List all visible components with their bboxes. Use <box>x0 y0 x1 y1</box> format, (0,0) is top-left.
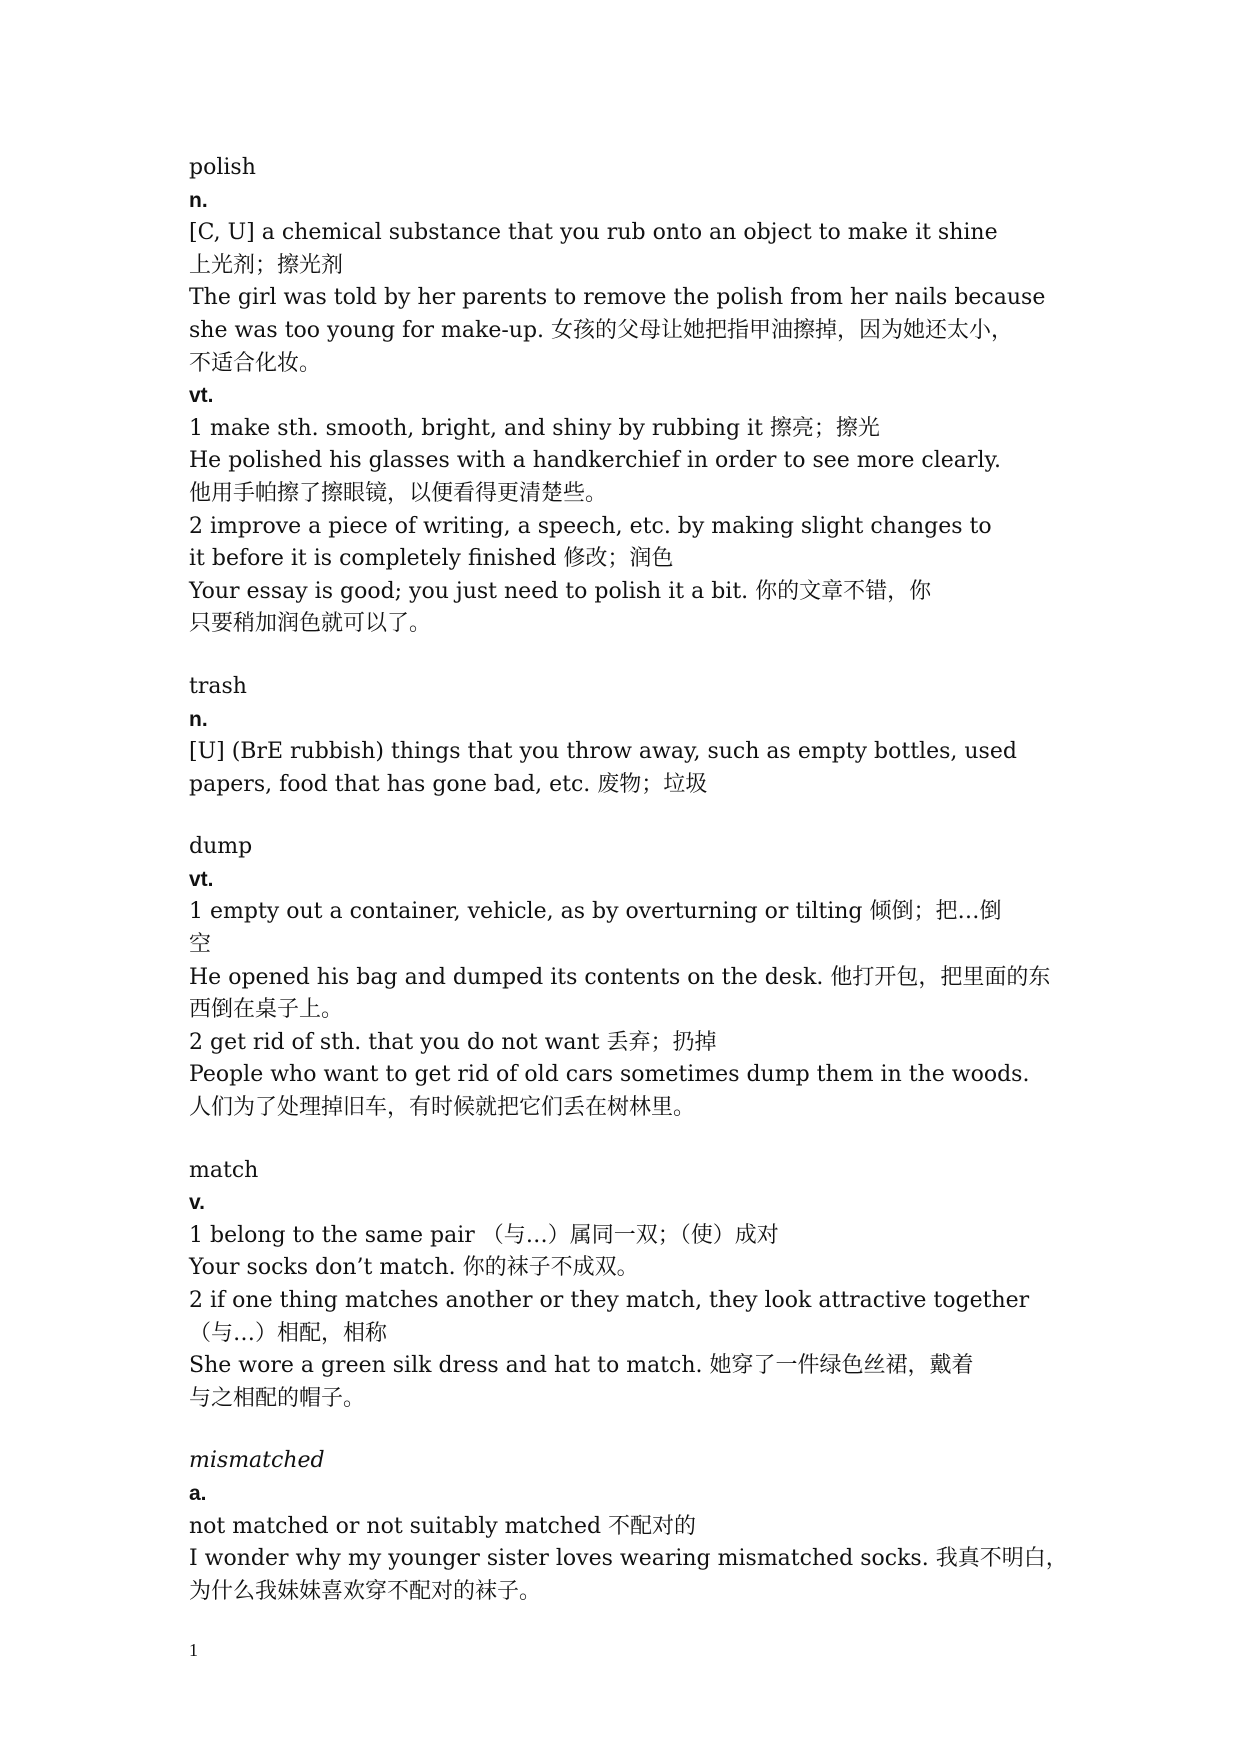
entry-line: He opened his bag and dumped its contents on the desk. 他打开包，把里面的东 <box>189 964 1051 990</box>
entry-line: [C, U] a chemical substance that you rub onto an object to make it shine <box>189 220 998 246</box>
entry-line: 2 get rid of sth. that you do not want 丢弃；扔掉 <box>189 1029 717 1055</box>
dictionary-page <box>189 152 1069 1608</box>
part-of-speech: n. <box>189 188 208 212</box>
entry-spacer <box>189 641 1069 671</box>
entry-line: 他用手帕擦了擦眼镜，以便看得更清楚些。 <box>189 480 608 506</box>
entry-line: [U] (BrE rubbish) things that you throw away, such as empty bottles, used <box>189 739 1017 765</box>
part-of-speech: vt. <box>189 867 214 891</box>
entry-spacer <box>189 1125 1069 1155</box>
headword: dump <box>189 834 253 860</box>
entry-line: 西倒在桌子上。 <box>189 997 344 1023</box>
entry-line: Your socks don’t match. 你的袜子不成双。 <box>189 1255 639 1281</box>
entry-line: 2 if one thing matches another or they match, they look attractive together <box>189 1288 1030 1313</box>
entry-match <box>189 1155 1069 1416</box>
entry-trash <box>189 671 1069 801</box>
entry-line: （与…）相配，相称 <box>189 1320 388 1346</box>
entry-line: 不适合化妆。 <box>189 350 322 376</box>
part-of-speech: n. <box>189 707 208 731</box>
page-number: 1 <box>189 1640 198 1660</box>
entry-polish <box>189 152 1069 641</box>
entry-line: 2 improve a piece of writing, a speech, etc. by making slight changes to <box>189 513 992 539</box>
entry-line: 为什么我妹妹喜欢穿不配对的袜子。 <box>189 1578 542 1604</box>
entry-line: 上光剂；擦光剂 <box>189 252 344 278</box>
entry-line: The girl was told by her parents to remove the polish from her nails because <box>189 285 1046 311</box>
entry-line: papers, food that has gone bad, etc. 废物；垃圾 <box>189 771 708 797</box>
entry-line: 1 make sth. smooth, bright, and shiny by rubbing it 擦亮；擦光 <box>189 415 880 441</box>
headword: polish <box>189 155 256 180</box>
entry-line: she was too young for make-up. 女孩的父母让她把指甲油擦掉，因为她还太小， <box>189 317 1014 343</box>
part-of-speech: vt. <box>189 384 214 408</box>
entry-line: 与之相配的帽子。 <box>189 1385 366 1411</box>
entry-line: 只要稍加润色就可以了。 <box>189 611 432 637</box>
entry-line: He polished his glasses with a handkerchief in order to see more clearly. <box>189 448 1001 474</box>
headword: trash <box>189 673 247 699</box>
headword: mismatched <box>189 1448 325 1474</box>
entry-line: not matched or not suitably matched 不配对的 <box>189 1513 697 1539</box>
entry-line: She wore a green silk dress and hat to match. 她穿了一件绿色丝裙，戴着 <box>189 1353 974 1379</box>
entry-line: Your essay is good; you just need to polish it a bit. 你的文章不错，你 <box>189 578 932 604</box>
part-of-speech: v. <box>189 1191 205 1215</box>
entry-line: 人们为了处理掉旧车，有时候就把它们丢在树林里。 <box>189 1095 696 1121</box>
entry-line: it before it is completely finished 修改；润色 <box>189 546 674 572</box>
entry-line: 空 <box>189 932 212 958</box>
entry-dump <box>189 831 1069 1124</box>
part-of-speech: a. <box>189 1481 207 1505</box>
entry-spacer <box>189 1415 1069 1445</box>
headword: match <box>189 1157 259 1183</box>
entry-line: I wonder why my younger sister loves wearing mismatched socks. 我真不明白， <box>189 1546 1068 1572</box>
entry-spacer <box>189 801 1069 831</box>
entry-mismatched <box>189 1445 1069 1608</box>
entry-line: 1 empty out a container, vehicle, as by overturning or tilting 倾倒；把…倒 <box>189 899 1002 925</box>
entry-line: People who want to get rid of old cars sometimes dump them in the woods. <box>189 1062 1030 1088</box>
entry-line: 1 belong to the same pair （与…）属同一双；（使）成对 <box>189 1222 779 1248</box>
